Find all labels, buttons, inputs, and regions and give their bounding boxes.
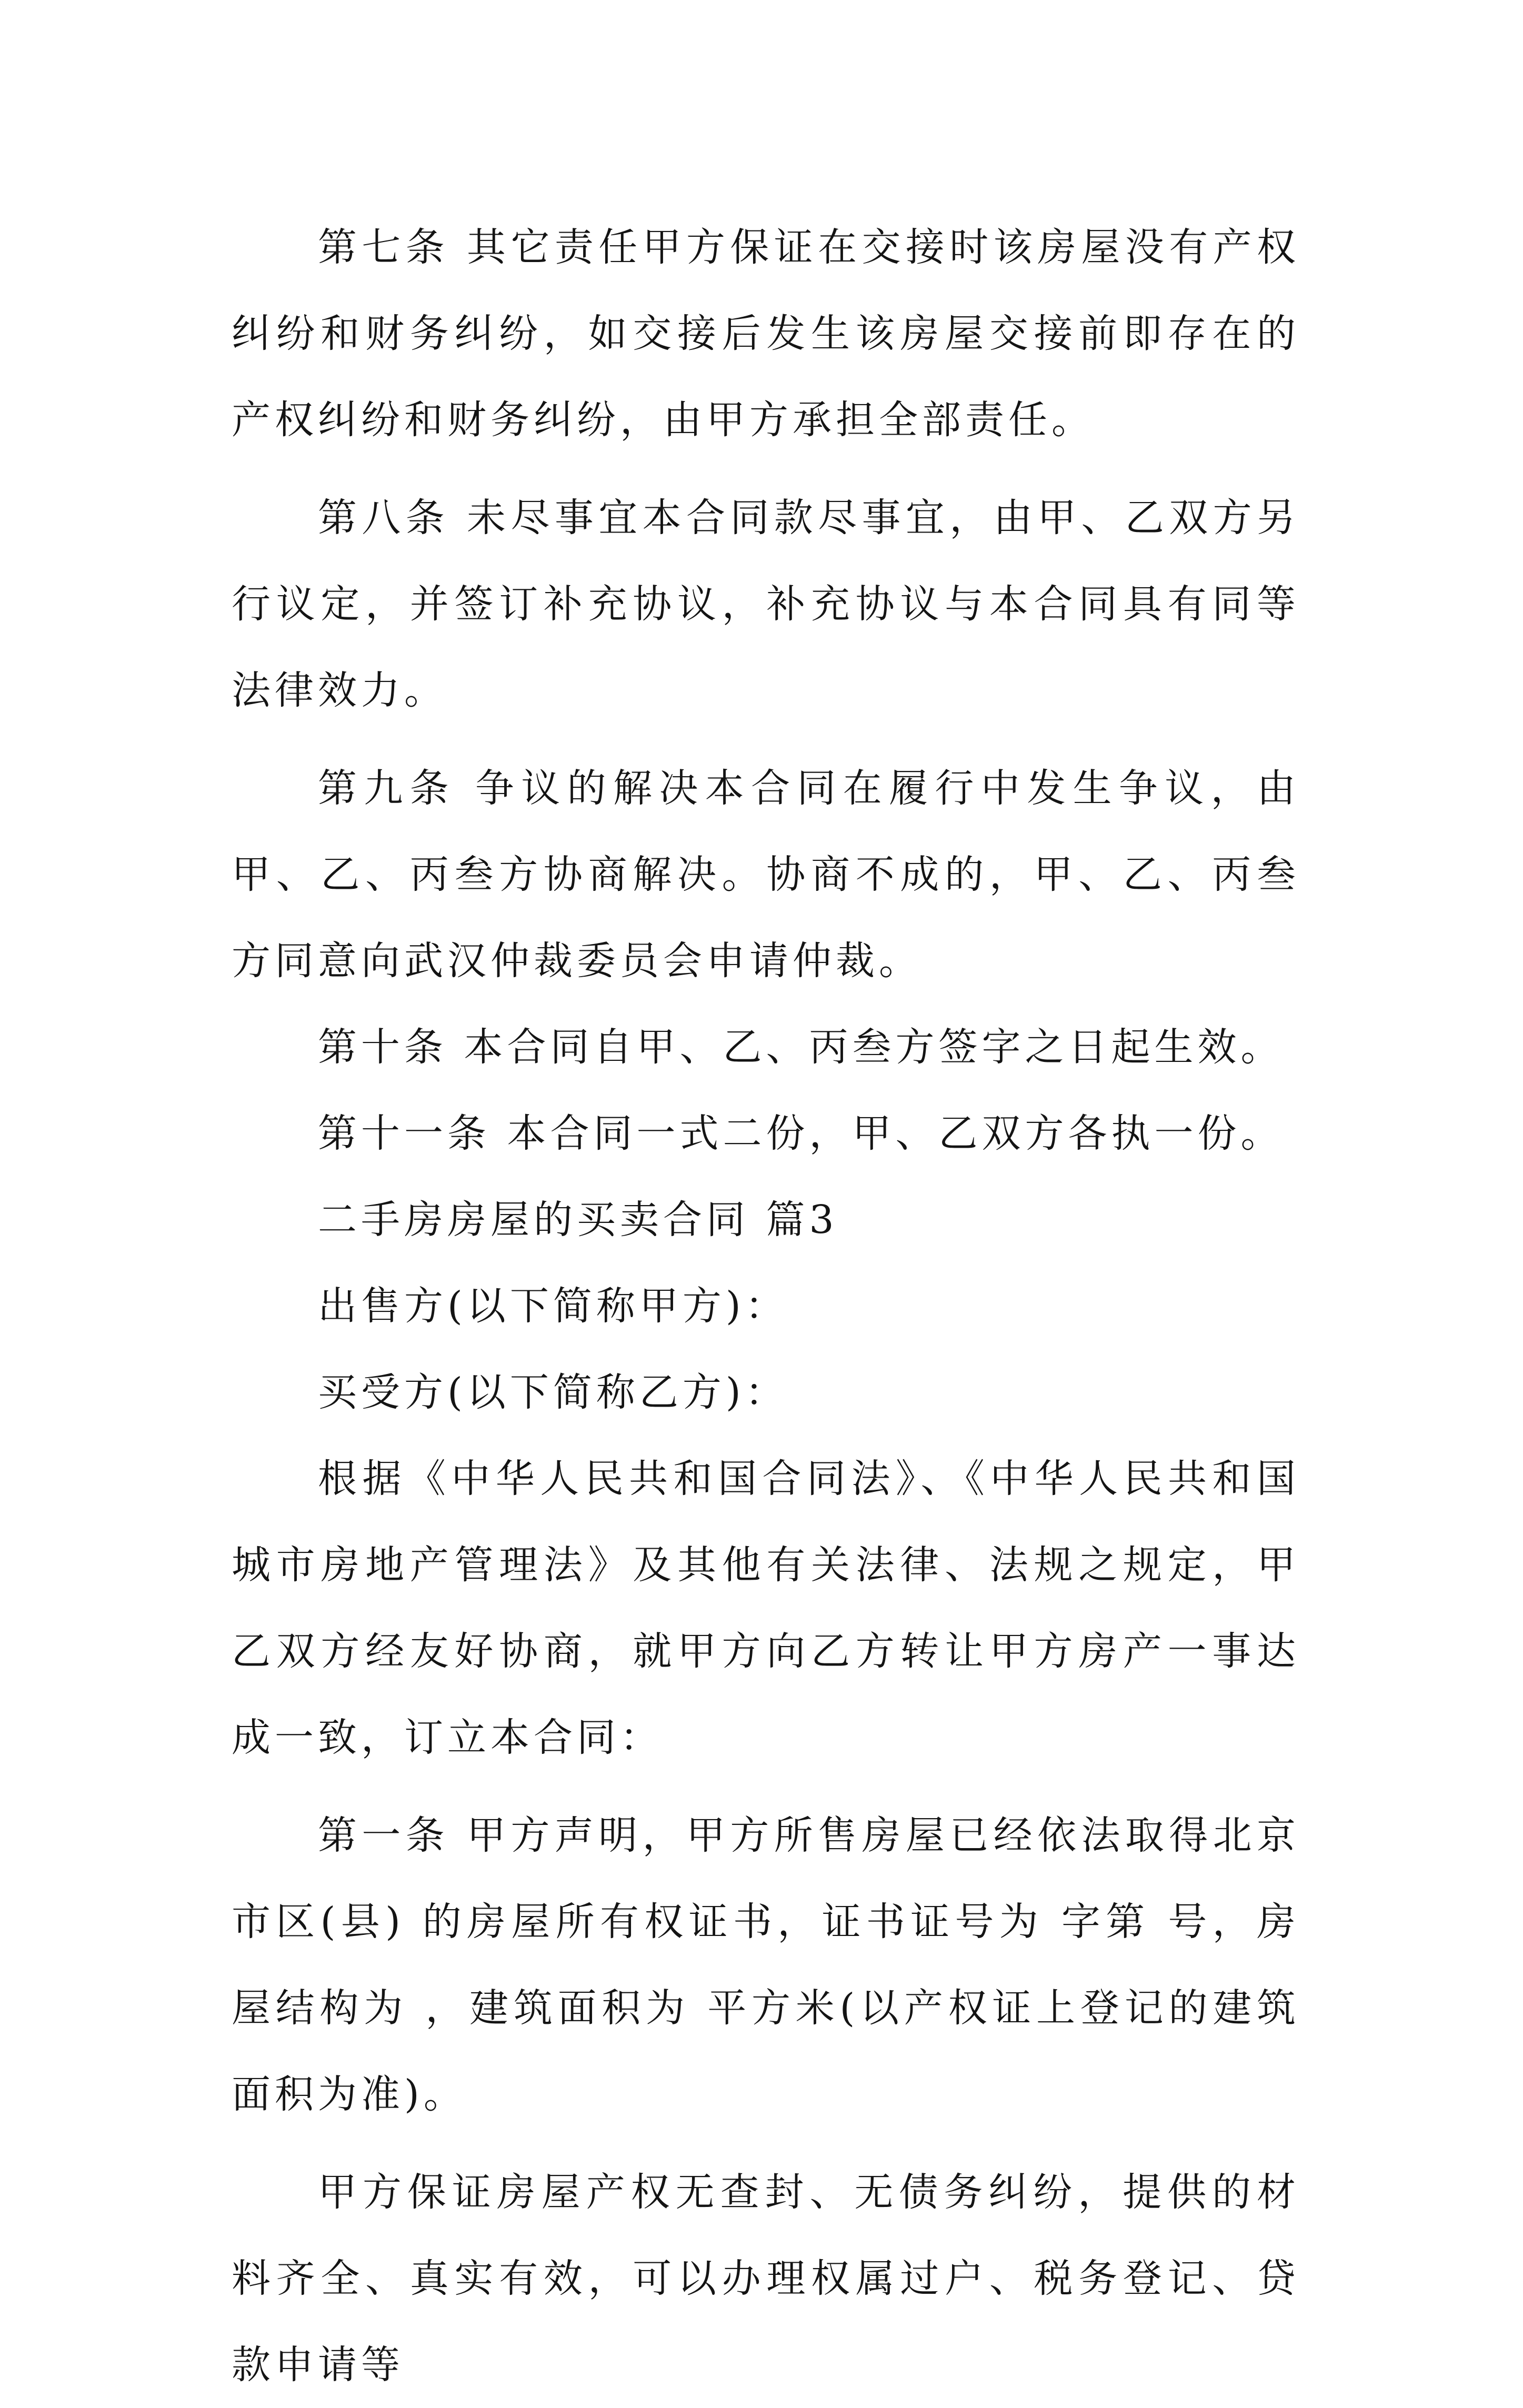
article-8-paragraph: 第八条 未尽事宜本合同款尽事宜，由甲、乙双方另行议定，并签订补充协议，补充协议与本合同具有同等法律效力。: [232, 495, 1300, 713]
article-11-paragraph: 第十一条 本合同一式二份，甲、乙双方各执一份。: [318, 1111, 1284, 1156]
preamble-paragraph: 根据《中华人民共和国合同法》、《中华人民共和国城市房地产管理法》及其他有关法律、法规之规定，甲乙双方经友好协商，就甲方向乙方转让甲方房产一事达成一致，订立本合同：: [232, 1456, 1300, 1760]
article-1-paragraph: 第一条 甲方声明，甲方所售房屋已经依法取得北京市区(县) 的房屋所有权证书，证书证号为 字第 号，房屋结构为 ，建筑面积为 平方米(以产权证上登记的建筑面积为准)。: [232, 1813, 1300, 2117]
article-7-paragraph: 第七条 其它责任甲方保证在交接时该房屋没有产权纠纷和财务纠纷，如交接后发生该房屋交接前即存在的产权纠纷和财务纠纷，由甲方承担全部责任。: [232, 225, 1300, 443]
article-9-paragraph: 第九条 争议的解决本合同在履行中发生争议，由甲、乙、丙叁方协商解决。协商不成的，甲、乙、丙叁方同意向武汉仲裁委员会申请仲裁。: [232, 766, 1300, 984]
article-10-paragraph: 第十条 本合同自甲、乙、丙叁方签字之日起生效。: [318, 1025, 1284, 1070]
buyer-line: 买受方(以下简称乙方)：: [318, 1370, 788, 1415]
seller-guarantee-paragraph: 甲方保证房屋产权无查封、无债务纠纷，提供的材料齐全、真实有效，可以办理权属过户、税务登记、贷款申请等: [232, 2170, 1300, 2387]
document-body: [232, 204, 1300, 2408]
seller-line: 出售方(以下简称甲方)：: [318, 1283, 788, 1329]
section-heading: 二手房房屋的买卖合同 篇3: [318, 1197, 838, 1242]
